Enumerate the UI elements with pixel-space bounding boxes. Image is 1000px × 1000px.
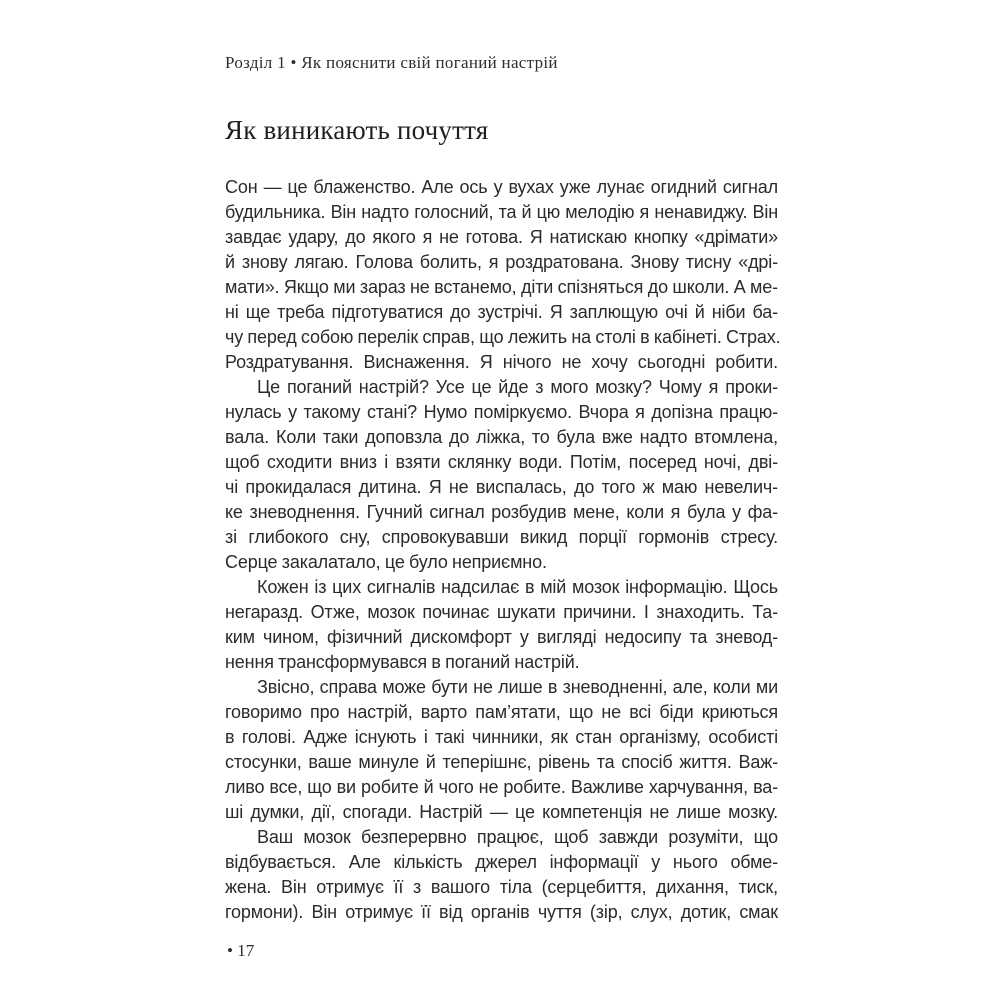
- text-line: Кожен із цих сигналів надсилає в мій мозок інформацію. Щось: [257, 577, 778, 597]
- paragraph: [225, 375, 778, 575]
- text-line: Це поганий настрій? Усе це йде з мого мозку? Чому я проки-: [257, 377, 778, 397]
- paragraph: [225, 175, 781, 375]
- text-line: гормони). Він отримує її від органів чуття (зір, слух, дотик, смак: [225, 902, 778, 922]
- text-line: в голові. Адже існують і такі чинники, як стан організму, особисті: [225, 727, 778, 747]
- body-text: [225, 175, 781, 925]
- text-line: нулась у такому стані? Нумо поміркуємо. Вчора я допізна працю-: [225, 402, 778, 422]
- text-line: Ваш мозок безперервно працює, щоб завжди розуміти, що: [257, 827, 778, 847]
- paragraph: [225, 825, 778, 925]
- text-line: ливо все, що ви робите й чого не робите. Важливе харчування, ва-: [225, 777, 778, 797]
- text-line: й знову лягаю. Голова болить, я роздратована. Знову тисну «дрі-: [225, 252, 778, 272]
- text-line: стосунки, ваше минуле й теперішнє, рівень та спосіб життя. Важ-: [225, 752, 778, 772]
- text-line: ші думки, дії, спогади. Настрій — це компетенція не лише мозку.: [225, 802, 778, 822]
- text-line: Звісно, справа може бути не лише в зневодненні, але, коли ми: [257, 677, 778, 697]
- text-line: чі прокидалася дитина. Я не виспалась, до того ж маю невелич-: [225, 477, 778, 497]
- text-line: Сон — це блаженство. Але ось у вухах уже лунає огидний сигнал: [225, 177, 778, 197]
- text-line: нення трансформувався в поганий настрій.: [225, 652, 580, 672]
- text-line: ке зневоднення. Гучний сигнал розбудив мене, коли я була у фа-: [225, 502, 778, 522]
- text-line: чу перед собою перелік справ, що лежить на столі в кабінеті. Страх.: [225, 327, 781, 347]
- text-line: негаразд. Отже, мозок починає шукати причини. І знаходить. Та-: [225, 602, 778, 622]
- text-line: щоб сходити вниз і взяти склянку води. Потім, посеред ночі, дві-: [225, 452, 778, 472]
- text-line: жена. Він отримує її з вашого тіла (серцебиття, дихання, тиск,: [225, 877, 778, 897]
- text-line: мати». Якщо ми зараз не встанемо, діти спізняться до школи. А ме-: [225, 277, 778, 297]
- text-line: зі глибокого сну, спровокувавши викид порції гормонів стресу.: [225, 527, 778, 547]
- text-line: Роздратування. Виснаження. Я нічого не хочу сьогодні робити.: [225, 352, 778, 372]
- text-line: будильника. Він надто голосний, та й цю мелодію я ненавиджу. Він: [225, 202, 778, 222]
- text-line: Серце закалатало, це було неприємно.: [225, 552, 547, 572]
- paragraph: [225, 675, 778, 825]
- text-line: ні ще треба підготуватися до зустрічі. Я заплющую очі й ніби ба-: [225, 302, 778, 322]
- paragraph: [225, 575, 778, 675]
- text-line: говоримо про настрій, варто пам’ятати, що не всі біди криються: [225, 702, 778, 722]
- text-line: вала. Коли таки доповзла до ліжка, то була вже надто втомлена,: [225, 427, 778, 447]
- text-line: ким чином, фізичний дискомфорт у вигляді недосипу та зневод-: [225, 627, 778, 647]
- page-number: • 17: [227, 941, 255, 960]
- running-header: Розділ 1 • Як пояснити свій поганий настрій: [225, 53, 558, 72]
- text-line: завдає удару, до якого я не готова. Я натискаю кнопку «дрімати»: [225, 227, 778, 247]
- text-line: відбувається. Але кількість джерел інформації у нього обме-: [225, 852, 778, 872]
- section-title: Як виникають почуття: [225, 115, 489, 145]
